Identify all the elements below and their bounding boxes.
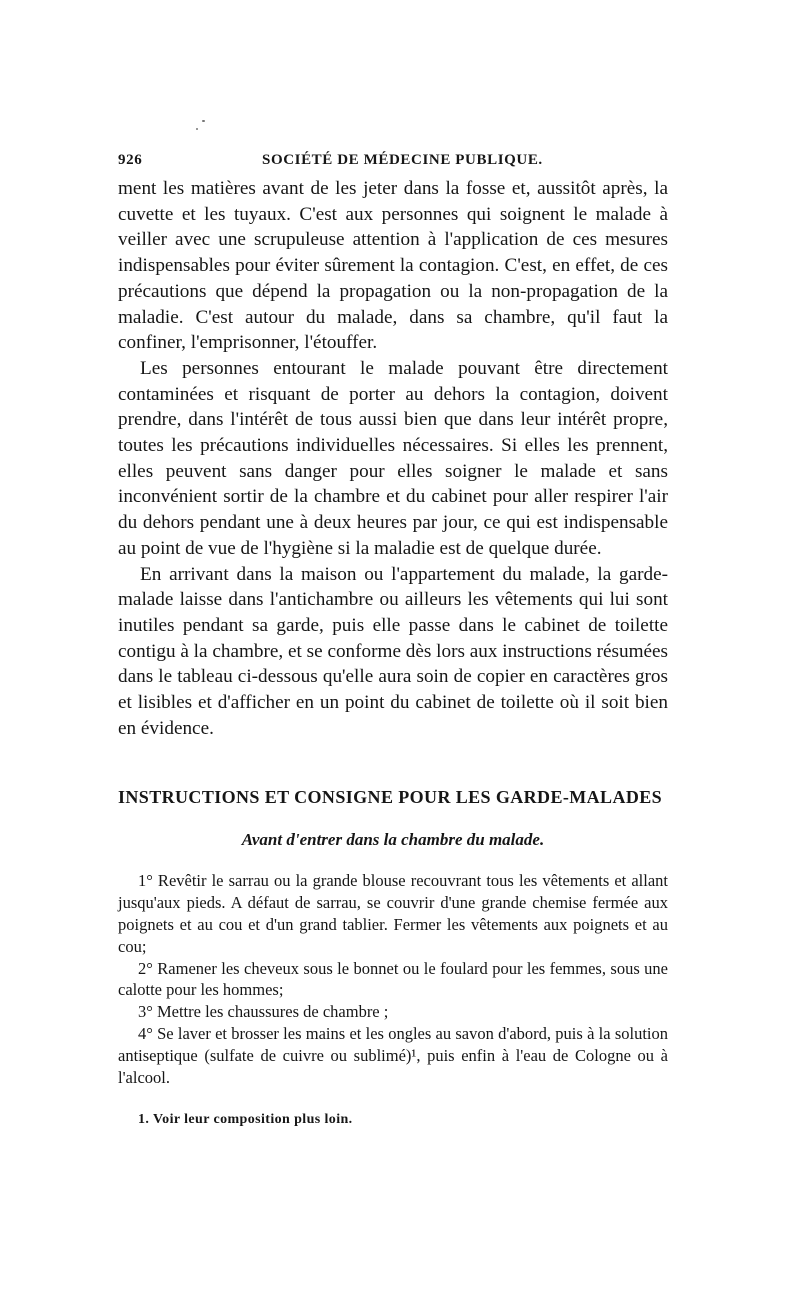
section-title: INSTRUCTIONS ET CONSIGNE POUR LES GARDE-MALADES [118, 787, 663, 808]
running-header [118, 150, 668, 176]
running-title: SOCIÉTÉ DE MÉDECINE PUBLIQUE. [262, 152, 543, 168]
instruction-list [118, 870, 668, 1088]
section-subtitle: Avant d'entrer dans la chambre du malade. [241, 830, 545, 850]
paragraph: Les personnes entourant le malade pouvant être directement contaminées et risquant de porter au dehors la contagion, doivent prendre, dans l'intérêt de tous aussi bien que dans leur intérêt propre, toutes les précautions individuelles nécessaires. Si elles les prennent, elles peuvent sans danger pour elles soigner le malade et sans inconvénient sortir de la chambre et du cabinet pour aller respirer l'air du dehors pendant une à deux heures par jour, ce qui est indispensable au point de vue de l'hygiène si la maladie est de quelque durée. [118, 357, 668, 559]
paper-speck [196, 128, 198, 130]
paper-speck [202, 120, 205, 122]
paragraph: En arrivant dans la maison ou l'appartement du malade, la garde-malade laisse dans l'antichambre ou ailleurs les vêtements qui lui sont inutiles pendant sa garde, puis elle passe dans le cabinet de toilette contigu à la chambre, et se conforme dès lors aux instructions résumées dans le tableau ci-dessous qu'elle aura soin de copier en caractères gros et lisibles et d'afficher en un point du cabinet de toilette où il soit bien en évidence. [118, 563, 668, 739]
paragraph: ment les matières avant de les jeter dans la fosse et, aussitôt après, la cuvette et les tuyaux. C'est aux personnes qui soignent le malade à veiller avec une scrupuleuse attention à l'application de ces mesures indispensables pour éviter sûrement la contagion. C'est, en effet, de ces précautions que dépend la propagation ou la non-propagation de la maladie. C'est autour du malade, dans sa chambre, qu'il faut la confiner, l'emprisonner, l'étouffer. [118, 178, 668, 354]
instruction-item: 1° Revêtir le sarrau ou la grande blouse recouvrant tous les vêtements et allant jusqu'aux pieds. A défaut de sarrau, se couvrir d'une grande chemise fermée aux poignets et au cou et d'un grand tablier. Fermer les vêtements aux poignets et au cou; [118, 871, 668, 956]
instruction-item: 4° Se laver et brosser les mains et les ongles au savon d'abord, puis à la solution antiseptique (sulfate de cuivre ou sublimé)¹, puis enfin à l'eau de Cologne ou à l'alcool. [118, 1024, 668, 1087]
body-text [118, 176, 668, 741]
footnote: 1. Voir leur composition plus loin. [138, 1112, 353, 1128]
instruction-item: 3° Mettre les chaussures de chambre ; [138, 1002, 389, 1022]
instruction-item: 2° Ramener les cheveux sous le bonnet ou le foulard pour les femmes, sous une calotte pour les hommes; [118, 958, 668, 1000]
book-page [118, 150, 668, 1128]
page-number: 926 [118, 152, 143, 168]
